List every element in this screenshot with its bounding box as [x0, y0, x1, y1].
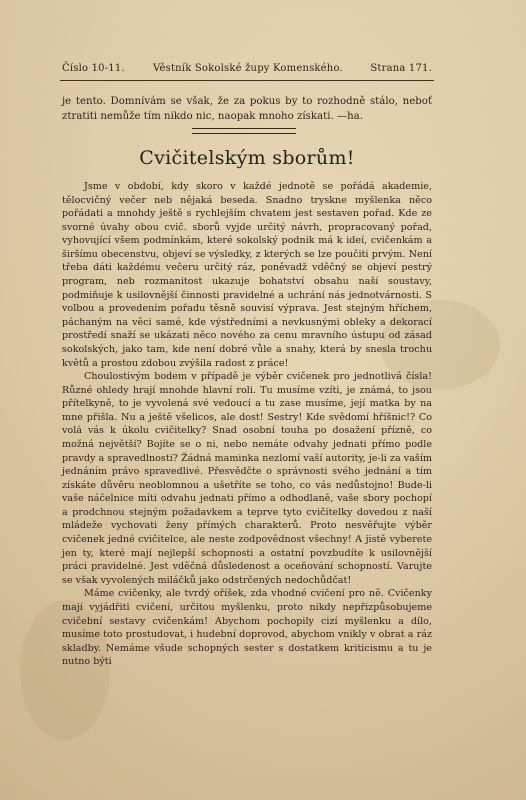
section-divider: [192, 128, 296, 134]
article-paragraph: Choulostivým bodem v případě je výběr cvičenek pro jednotlivá čísla! Různé ohledy hrají mnohde hlavní roli. Tu musíme vzíti, je známá, to jsou přítelkyně, to je vyvolená své vedoucí a tu zase musíme, její matka by na mne přišla. Nu a ještě všelicos, ale dost! Sestry! Kde svědomí hříšnic!? Co volá vás k úkolu cvičitelky? Snad osobní touha po dosažení přízně, co možná největší? Bojíte se o ni, nebo nemáte odvahy jednati přímo podle pravdy a spravedlnosti? Žádná maminka nezlomí vaší autority, je-li za vaším jednáním právo spravedlivé. Přesvědčte o správnosti svého jednání a tím získáte důvěru neoblomnou a ušetříte se toho, co vás nedůstojno! Bude-li vaše náčelnice míti odvahu jednati přímo a odhodlaně, vaše sbory pochopí a prodchnou stejným požadavkem a teprve tyto cvičitelky dovedou z naší mládeže vychovati ženy přímých charakterů. Proto nesvěřujte výběr cvičenek jedné cvičitelce, ale neste zodpovědnost všechny! A jistě vyberete jen ty, které mají nejlepší schopnosti a ostatní povzbudíte k usilovnější práci pravidelné. Jest vděčná důsledenost a oceňování schopností. Varujte se však vyvolených miláčků jako odstrčených nedochůdčat!: [62, 371, 432, 586]
previous-article-ending: [62, 94, 432, 124]
page-number: Strana 171.: [370, 63, 432, 74]
article-paragraph: Jsme v období, kdy skoro v každé jednotě se pořádá akademie, tělocvičný večer neb nějaká beseda. Snadno tryskne myšlenka něco pořádati a mnohdy ještě s rychlejším chvatem jest sestaven pořad. Kde ze svorné úvahy obou cvič. sborů vyjde určitý návrh, propracovaný pořad, vyhovující všem podmínkám, které sokolský podnik má k ideí, cvičenkám a širšímu obecenstvu, objeví se výsledky, z kterých se lze poučiti prvým. Není třeba dáti každému večeru určitý ráz, poněvadž vděčný se objeví pestrý program, neb rozmanitost ukazuje bohatství obsahu naší soustavy, podmiňuje k usilovnější činnosti pravidelné a uchrání nás jednotvárnosti. S volbou a provedením pořadu těsně souvisí výprava. Jest stejným hříchem, páchaným na věci samé, kde výstředními a nevkusnými obleky a dekorací prostředí snaží se ukázati něco nového za cenu mravního ústupu od zásad sokolských, jako tam, kde není dobré vůle a snahy, která by snesla trochu květů a prostou zdobou zvýšila radost z práce!: [62, 181, 432, 369]
header-rule: [60, 80, 434, 81]
article-title: Cvičitelským sborům!: [139, 147, 355, 169]
intro-paragraph: je tento. Domnívám se však, že za pokus by to rozhodně stálo, neboť ztratiti nemůže tím nikdo nic, naopak mnoho získati. —ha.: [62, 96, 432, 122]
article-body: [62, 180, 432, 669]
issue-number: Číslo 10-11.: [62, 63, 125, 74]
journal-title: Věstník Sokolské župy Komenského.: [153, 63, 343, 74]
running-header: [62, 63, 432, 77]
article-paragraph: Máme cvičenky, ale tvrdý oříšek, zda vhodné cvičení pro ně. Cvičenky mají vyjádřiti cvičení, určitou myšlenku, proto nikdy nepřizpůsobujeme cvičební sestavy cvičenkám! Abychom pochopily cizí myšlenku a dílo, musíme toto prostudovat, i hudební doprovod, abychom vnikly v obrat a ráz skladby. Nemáme všude schopných sester s dostatkem kriticismu a tu je nutno býti: [62, 588, 432, 668]
